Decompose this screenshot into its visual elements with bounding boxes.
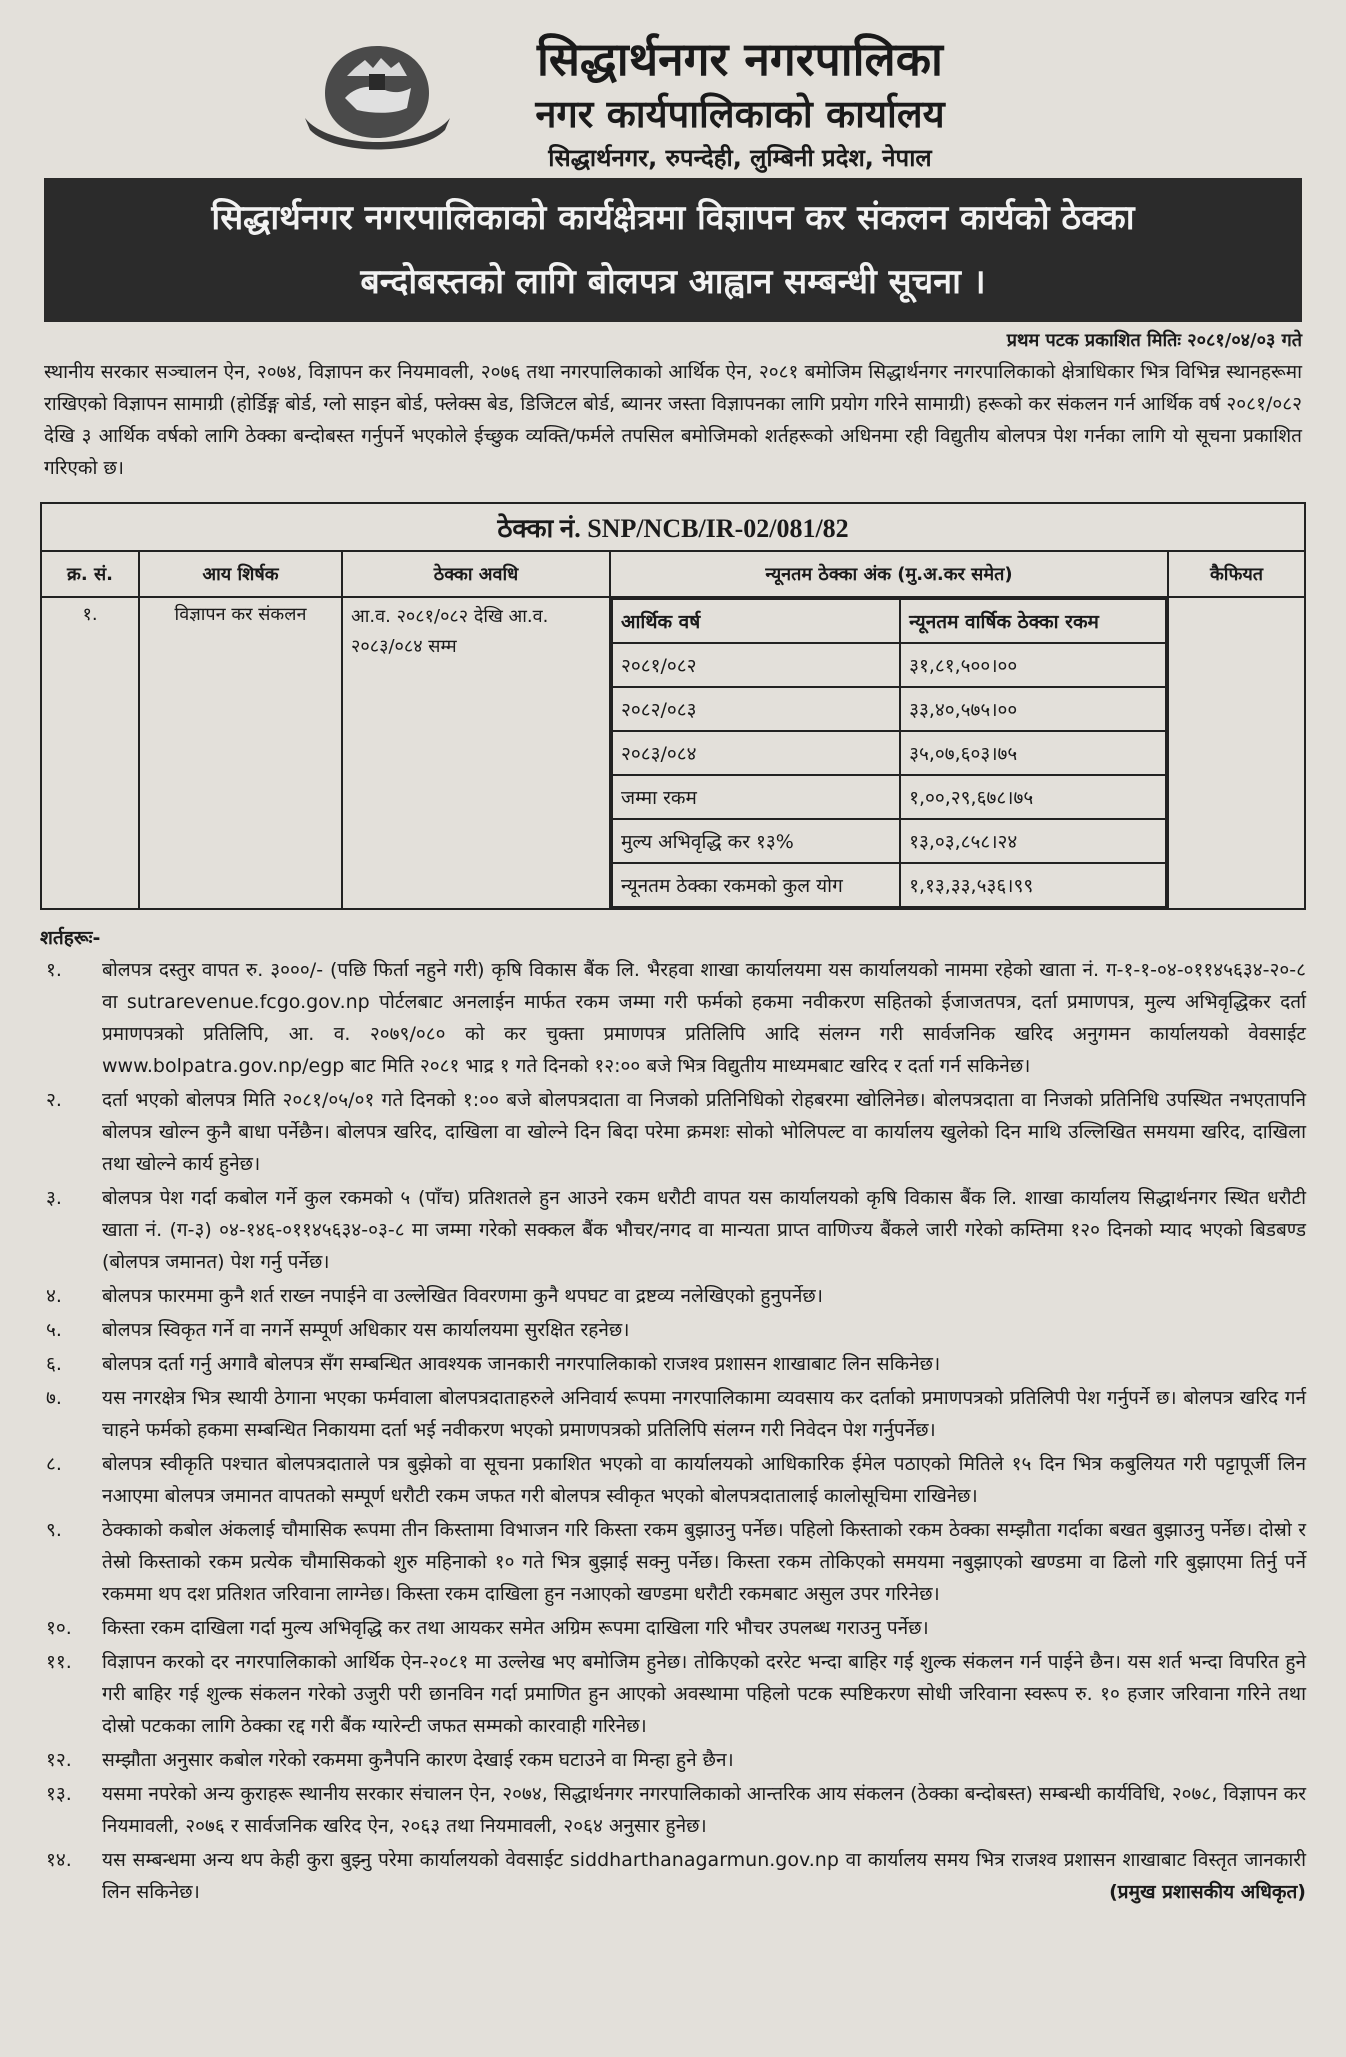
term-text: बोलपत्र स्विकृत गर्ने वा नगर्ने सम्पूर्ण अधिकार यस कार्यालयमा सुरक्षित रहनेछ। (102, 1319, 630, 1341)
term-text: बोलपत्र दस्तुर वापत रु. ३०००/- (पछि फिर्ता नहुने गरी) कृषि विकास बैंक लि. भैरहवा शाखा कार्यालयमा यस कार्यालयको नाममा रहेको खाता नं. ग-१-१-०४-०११४५६३४-२०-८ वा sutrarevenue.fcgo.gov.np पोर्टलबाट अनलाईन मार्फत रकम जम्मा गरी फर्मको हकमा नवीकरण सहितको ईजाजतपत्र, दर्ता प्रमाणपत्र, मुल्य अभिवृद्धिकर दर्ता प्रमाणपत्रको प्रतिलिपि, आ. व. २०७९/०८० को कर चुक्ता प्रमाणपत्र प्रतिलिपि आदि संलग्न गरी सार्वजनिक खरिद अनुगमन कार्यालयको वेवसाईट www.bolpatra.gov.np/egp बाट मिति २०८१ भाद्र १ गते दिनको १२:०० बजे भित्र विद्युतीय माध्यमबाट खरिद र दर्ता गर्न सकिनेछ। (102, 959, 1306, 1077)
annual-amount: ३१,८१,५००।०० (900, 643, 1166, 687)
list-item (40, 1084, 1306, 1180)
table-row (612, 819, 1166, 863)
total-amount: १,००,२९,६७८।७५ (900, 775, 1166, 819)
annual-amount-header (612, 599, 1166, 643)
list-item (40, 1744, 1306, 1776)
annual-col-amount: न्यूनतम वार्षिक ठेक्का रकम (900, 599, 1166, 643)
term-number: १. (46, 959, 62, 981)
list-item (40, 1280, 1306, 1312)
table-row (612, 863, 1166, 907)
term-text: सम्झौता अनुसार कबोल गरेको रकममा कुनैपनि कारण देखाई रकम घटाउने वा मिन्हा हुने छैन। (102, 1749, 734, 1771)
tender-table (40, 502, 1306, 910)
term-text: यसमा नपरेको अन्य कुराहरू स्थानीय सरकार संचालन ऐन, २०७४, सिद्धार्थनगर नगरपालिकाको आन्तरिक आय संकलन (ठेक्का बन्दोबस्त) सम्बन्धी कार्यविधि, २०७८, विज्ञापन कर नियमावली, २०७६ र सार्वजनिक खरिद ऐन, २०६३ तथा नियमावली, २०६४ अनुसार हुनेछ। (102, 1783, 1306, 1837)
annual-amount-table (611, 598, 1167, 908)
term-text: बोलपत्र स्वीकृति पश्चात बोलपत्रदाताले पत्र बुझेको वा सूचना प्रकाशित भएको वा कार्यालयको आधिकारिक ईमेल पठाएको मितिले १५ दिन भित्र कबुलियत गरी पट्टापूर्जी लिन नआएमा बोलपत्र जमानत वापतको सम्पूर्ण धरौटी रकम जफत गरी बोलपत्र स्वीकृत भएको बोलपत्रदातालाई कालोसूचिमा राखिनेछ। (102, 1453, 1306, 1507)
tender-table-header (41, 551, 1305, 597)
col-header-sn: क्र. सं. (41, 551, 139, 597)
tender-number: ठेक्का नं. SNP/NCB/IR-02/081/82 (41, 503, 1305, 551)
col-header-period: ठेक्का अवधि (342, 551, 610, 597)
vat-label: मुल्य अभिवृद्धि कर १३% (612, 819, 900, 863)
grand-total-label: न्यूनतम ठेक्का रकमको कुल योग (612, 863, 900, 907)
term-number: २. (46, 1089, 62, 1111)
annual-amount: ३३,४०,५७५।०० (900, 687, 1166, 731)
annual-col-year: आर्थिक वर्ष (612, 599, 900, 643)
table-row (41, 597, 1305, 909)
office-name: नगर कार्यपालिकाको कार्यालय (535, 92, 945, 136)
total-label: जम्मा रकम (612, 775, 900, 819)
row-period: आ.व. २०८१/०८२ देखि आ.व. २०८३/०८४ सम्म (342, 597, 610, 909)
row-remarks (1168, 597, 1305, 909)
notice-title-line2: बन्दोबस्तको लागि बोलपत्र आह्वान सम्बन्धी सूचना । (360, 262, 986, 302)
table-row (612, 643, 1166, 687)
term-number: ५. (46, 1319, 62, 1341)
row-income-title: विज्ञापन कर संकलन (139, 597, 342, 909)
annual-amount: ३५,०७,६०३।७५ (900, 731, 1166, 775)
notice-title-line1: सिद्धार्थनगर नगरपालिकाको कार्यक्षेत्रमा विज्ञापन कर संकलन कार्यको ठेक्का (211, 198, 1135, 238)
term-text: बोलपत्र फारममा कुनै शर्त राख्न नपाईने वा उल्लेखित विवरणमा कुनै थपघट वा द्रष्टव्य नलेखिएको हुनुपर्नेछ। (102, 1285, 823, 1307)
terms-list (40, 954, 1306, 1908)
term-text: दर्ता भएको बोलपत्र मिति २०८१/०५/०१ गते दिनको १:०० बजे बोलपत्रदाता वा निजको प्रतिनिधिको रोहबरमा खोलिनेछ। बोलपत्रदाता वा निजको प्रतिनिधि उपस्थित नभएतापनि बोलपत्र खोल्न कुनै बाधा पर्नेछैन। बोलपत्र खरिद, दाखिला वा खोल्ने दिन बिदा परेमा क्रमशः सोको भोलिपल्ट वा कार्यालय खुलेको दिन माथि उल्लिखित समयमा खरिद, दाखिला तथा खोल्ने कार्य हुनेछ। (102, 1089, 1306, 1175)
list-item (40, 1612, 1306, 1644)
terms-heading: शर्तहरूः- (40, 927, 101, 949)
term-number: ४. (46, 1285, 62, 1307)
table-row (612, 731, 1166, 775)
municipality-name: सिद्धार्थनगर नगरपालिका (537, 32, 943, 86)
term-text: बोलपत्र दर्ता गर्नु अगावै बोलपत्र सँग सम्बन्धित आवश्यक जानकारी नगरपालिकाको राजश्व प्रशासन शाखाबाट लिन सकिनेछ। (102, 1353, 941, 1375)
list-item (40, 1314, 1306, 1346)
office-address: सिद्धार्थनगर, रुपन्देही, लुम्बिनी प्रदेश, नेपाल (548, 144, 932, 172)
term-number: १२. (46, 1749, 72, 1771)
list-item (40, 1646, 1306, 1742)
office-title-block (480, 30, 1000, 176)
signature-block: (प्रमुख प्रशासकीय अधिकृत) (1109, 1881, 1306, 1903)
vat-amount: १३,०३,८५८।२४ (900, 819, 1166, 863)
term-number: ६. (46, 1353, 62, 1375)
col-header-remarks: कैफियत (1168, 551, 1305, 597)
term-number: ७. (46, 1387, 62, 1409)
office-header (40, 0, 1306, 178)
term-number: १४. (46, 1849, 72, 1871)
term-text: विज्ञापन करको दर नगरपालिकाको आर्थिक ऐन-२०८१ मा उल्लेख भए बमोजिम हुनेछ। तोकिएको दररेट भन्दा बाहिर गई शुल्क संकलन गर्न पाईने छैन। यस शर्त भन्दा विपरित हुने गरी बाहिर गई शुल्क संकलन गरेको उजुरी परी छानविन गर्दा प्रमाणित हुन आएको अवस्थामा पहिलो पटक स्पष्टिकरण सोधी जरिवाना स्वरूप रु. १० हजार जरिवाना गरिने तथा दोस्रो पटकका लागि ठेक्का रद्द गरी बैंक ग्यारेन्टी जफत सम्मको कारवाही गरिनेछ। (102, 1651, 1306, 1737)
annual-year: २०८१/०८२ (612, 643, 900, 687)
intro-paragraph: स्थानीय सरकार सञ्चालन ऐन, २०७४, विज्ञापन कर नियमावली, २०७६ तथा नगरपालिकाको आर्थिक ऐन, २०८१ बमोजिम सिद्धार्थनगर नगरपालिकाको क्षेत्राधिकार भित्र विभिन्न स्थानहरूमा राखिएको विज्ञापन सामाग्री (होर्डिङ्ग बोर्ड, ग्लो साइन बोर्ड, फ्लेक्स बेड, डिजिटल बोर्ड, ब्यानर जस्ता विज्ञापनका लागि प्रयोग गरिने सामाग्री) हरूको कर संकलन गर्न आर्थिक वर्ष २०८१/०८२ देखि ३ आर्थिक वर्षको लागि ठेक्का बन्दोबस्त गर्नुपर्ने भएकोले ईच्छुक व्यक्ति/फर्मले तपसिल बमोजिमको शर्तहरूको अधिनमा रही विद्युतीय बोलपत्र पेश गर्नका लागि यो सूचना प्रकाशित गरिएको छ। (44, 361, 1302, 479)
row-amount-cell (610, 597, 1168, 909)
table-row (612, 775, 1166, 819)
col-header-min-amount: न्यूनतम ठेक्का अंक (मु.अ.कर समेत) (610, 551, 1168, 597)
term-text: किस्ता रकम दाखिला गर्दा मुल्य अभिवृद्धि कर तथा आयकर समेत अग्रिम रूपमा दाखिला गरि भौचर उपलब्ध गराउनु पर्नेछ। (102, 1617, 929, 1639)
term-number: ३. (46, 1187, 62, 1209)
grand-total-amount: १,१३,३३,५३६।९९ (900, 863, 1166, 907)
term-number: ९. (46, 1519, 62, 1541)
term-number: ८. (46, 1453, 62, 1475)
notice-title-banner (44, 178, 1302, 322)
nepal-emblem-icon (295, 38, 460, 153)
row-sn: १. (41, 597, 139, 909)
term-number: ११. (46, 1651, 72, 1673)
list-item (40, 1382, 1306, 1446)
list-item (40, 1778, 1306, 1842)
term-text: यस नगरक्षेत्र भित्र स्थायी ठेगाना भएका फर्मवाला बोलपत्रदाताहरुले अनिवार्य रूपमा नगरपालिकामा व्यवसाय कर दर्ताको प्रमाणपत्रको प्रतिलिपी पेश गर्नुपर्ने छ। बोलपत्र खरिद गर्न चाहने फर्मको हकमा सम्बन्धित निकायमा दर्ता भई नवीकरण भएको प्रमाणपत्रको प्रतिलिपि संलग्न गरी निवेदन पेश गर्नुपर्नेछ। (102, 1387, 1306, 1441)
publish-date: प्रथम पटक प्रकाशित मितिः २०८१/०४/०३ गते (1006, 330, 1302, 351)
annual-year: २०८३/०८४ (612, 731, 900, 775)
table-row (612, 687, 1166, 731)
list-item (40, 1514, 1306, 1610)
list-item (40, 954, 1306, 1082)
term-number: १३. (46, 1783, 72, 1805)
list-item (40, 1448, 1306, 1512)
term-text: ठेक्काको कबोल अंकलाई चौमासिक रूपमा तीन किस्तामा विभाजन गरि किस्ता रकम बुझाउनु पर्नेछ। पहिलो किस्ताको रकम ठेक्का सम्झौता गर्दाका बखत बुझाउनु पर्नेछ। दोस्रो र तेस्रो किस्ताको रकम प्रत्येक चौमासिकको शुरु महिनाको १० गते भित्र बुझाई सक्नु पर्नेछ। किस्ता रकम तोकिएको समयमा नबुझाएको खण्डमा वा ढिलो गरि बुझाएमा तिर्नु पर्ने रकममा थप दश प्रतिशत जरिवाना लाग्नेछ। किस्ता रकम दाखिला हुन नआएको खण्डमा धरौटी रकमबाट असुल उपर गरिनेछ। (102, 1519, 1306, 1605)
annual-year: २०८२/०८३ (612, 687, 900, 731)
list-item (40, 1182, 1306, 1278)
term-number: १०. (46, 1617, 72, 1639)
term-text: बोलपत्र पेश गर्दा कबोल गर्ने कुल रकमको ५ (पाँच) प्रतिशतले हुन आउने रकम धरौटी वापत यस कार्यालयको कृषि विकास बैंक लि. शाखा कार्यालय सिद्धार्थनगर स्थित धरौटी खाता नं. (ग-३) ०४-१४६-०११४५६३४-०३-८ मा जम्मा गरेको सक्कल बैंक भौचर/नगद वा मान्यता प्राप्त वाणिज्य बैंकले जारी गरेको कम्तिमा १२० दिनको म्याद भएको बिडबण्ड (बोलपत्र जमानत) पेश गर्नु पर्नेछ। (102, 1187, 1306, 1273)
list-item (40, 1348, 1306, 1380)
col-header-income-title: आय शिर्षक (139, 551, 342, 597)
term-text: यस सम्बन्धमा अन्य थप केही कुरा बुझ्नु परेमा कार्यालयको वेवसाईट siddharthanagarmun.gov.np वा कार्यालय समय भित्र राजश्व प्रशासन शाखाबाट विस्तृत जानकारी लिन सकिनेछ। (102, 1849, 1306, 1903)
